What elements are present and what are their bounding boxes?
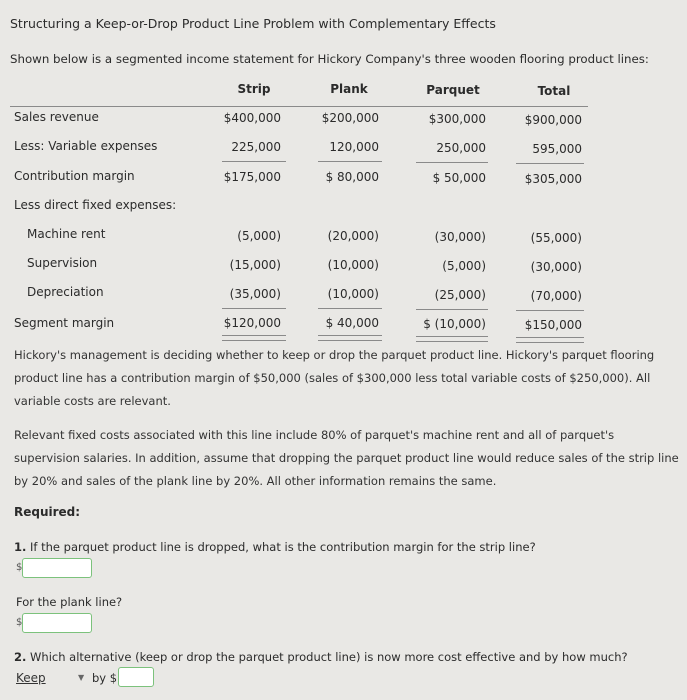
double-rule-strip: [222, 335, 286, 341]
cell-machine-plank: (20,000): [327, 229, 379, 243]
q1-currency: $: [16, 562, 23, 573]
question-1-text: If the parquet product line is dropped, what is the contribution margin for the strip line?: [30, 540, 536, 554]
keep-drop-select[interactable]: Keep: [16, 671, 46, 685]
cell-contribution-parquet: $ 50,000: [432, 171, 486, 185]
cell-depreciation-parquet: (25,000): [434, 288, 486, 302]
cell-variable-plank: 120,000: [329, 140, 379, 154]
question-2-number: 2.: [14, 650, 27, 664]
cell-segment-total: $150,000: [524, 318, 582, 332]
cell-segment-plank: $ 40,000: [325, 316, 379, 330]
double-rule-parquet: [416, 336, 488, 342]
cell-variable-strip: 225,000: [231, 140, 281, 154]
label-segment: Segment margin: [14, 316, 115, 330]
cell-contribution-total: $305,000: [524, 172, 582, 186]
cell-segment-parquet: $ (10,000): [423, 317, 486, 331]
plank-contribution-input[interactable]: [22, 613, 92, 633]
cell-supervision-strip: (15,000): [229, 258, 281, 272]
cell-variable-total: 595,000: [532, 142, 582, 156]
cost-difference-input[interactable]: [118, 667, 154, 687]
cell-sales-strip: $400,000: [223, 111, 281, 125]
cell-machine-parquet: (30,000): [434, 230, 486, 244]
cell-sales-plank: $200,000: [321, 111, 379, 125]
label-contribution: Contribution margin: [14, 169, 135, 183]
double-rule-plank: [318, 335, 382, 341]
by-label: by $: [92, 671, 118, 685]
page-title: Structuring a Keep-or-Drop Product Line Problem with Complementary Effects: [10, 16, 496, 31]
cell-variable-parquet: 250,000: [436, 141, 486, 155]
col-header-parquet: Parquet: [426, 83, 480, 97]
intro-text: Shown below is a segmented income statement for Hickory Company's three wooden flooring product lines:: [10, 52, 649, 66]
rule-variable-total: [516, 163, 584, 164]
label-supervision: Supervision: [27, 256, 98, 270]
rule-depreciation-parquet: [416, 309, 488, 310]
col-header-plank: Plank: [330, 82, 368, 96]
cell-supervision-plank: (10,000): [327, 258, 379, 272]
label-fixed-heading: Less direct fixed expenses:: [14, 198, 177, 212]
q1b-currency: $: [16, 617, 23, 628]
double-rule-total: [516, 337, 584, 343]
label-machine-rent: Machine rent: [27, 227, 106, 241]
cell-sales-total: $900,000: [524, 113, 582, 127]
rule-variable-parquet: [416, 162, 488, 163]
col-header-total: Total: [537, 84, 571, 98]
question-2: [14, 650, 628, 664]
cell-supervision-total: (30,000): [530, 260, 582, 274]
label-sales: Sales revenue: [14, 110, 99, 124]
cell-depreciation-plank: (10,000): [327, 287, 379, 301]
rule-variable-plank: [318, 161, 382, 162]
question-2-text: Which alternative (keep or drop the parquet product line) is now more cost effective and by how much?: [30, 650, 628, 664]
paragraph-1: Hickory's management is deciding whether to keep or drop the parquet product line. Hickory's parquet flooring product line has a contribution margin of $50,000 (sales of $300,000 less total variable costs of $250,000). All variable costs are relevant.: [14, 348, 655, 408]
question-1-number: 1.: [14, 540, 27, 554]
label-depreciation: Depreciation: [27, 285, 104, 299]
rule-depreciation-total: [516, 310, 584, 311]
cell-machine-strip: (5,000): [237, 229, 281, 243]
rule-variable-strip: [222, 161, 286, 162]
col-header-strip: Strip: [237, 82, 271, 96]
cell-sales-parquet: $300,000: [428, 112, 486, 126]
rule-depreciation-plank: [318, 308, 382, 309]
required-label: Required:: [14, 505, 81, 519]
cell-depreciation-total: (70,000): [530, 289, 582, 303]
cell-machine-total: (55,000): [530, 231, 582, 245]
cell-contribution-plank: $ 80,000: [325, 170, 379, 184]
header-rule: [10, 106, 588, 107]
rule-depreciation-strip: [222, 308, 286, 309]
cell-contribution-strip: $175,000: [223, 170, 281, 184]
question-1b: For the plank line?: [16, 595, 123, 609]
cell-depreciation-strip: (35,000): [229, 287, 281, 301]
chevron-down-icon[interactable]: ▼: [78, 673, 85, 682]
label-variable: Less: Variable expenses: [14, 139, 158, 153]
question-1: [14, 540, 536, 554]
paragraph-2: Relevant fixed costs associated with this line include 80% of parquet's machine rent and all of parquet's supervision salaries. In addition, assume that dropping the parquet product line would reduce sales of the strip line by 20% and sales of the plank line by 20%. All other information remains the same.: [14, 428, 679, 488]
cell-supervision-parquet: (5,000): [442, 259, 486, 273]
cell-segment-strip: $120,000: [223, 316, 281, 330]
strip-contribution-input[interactable]: [22, 558, 92, 578]
